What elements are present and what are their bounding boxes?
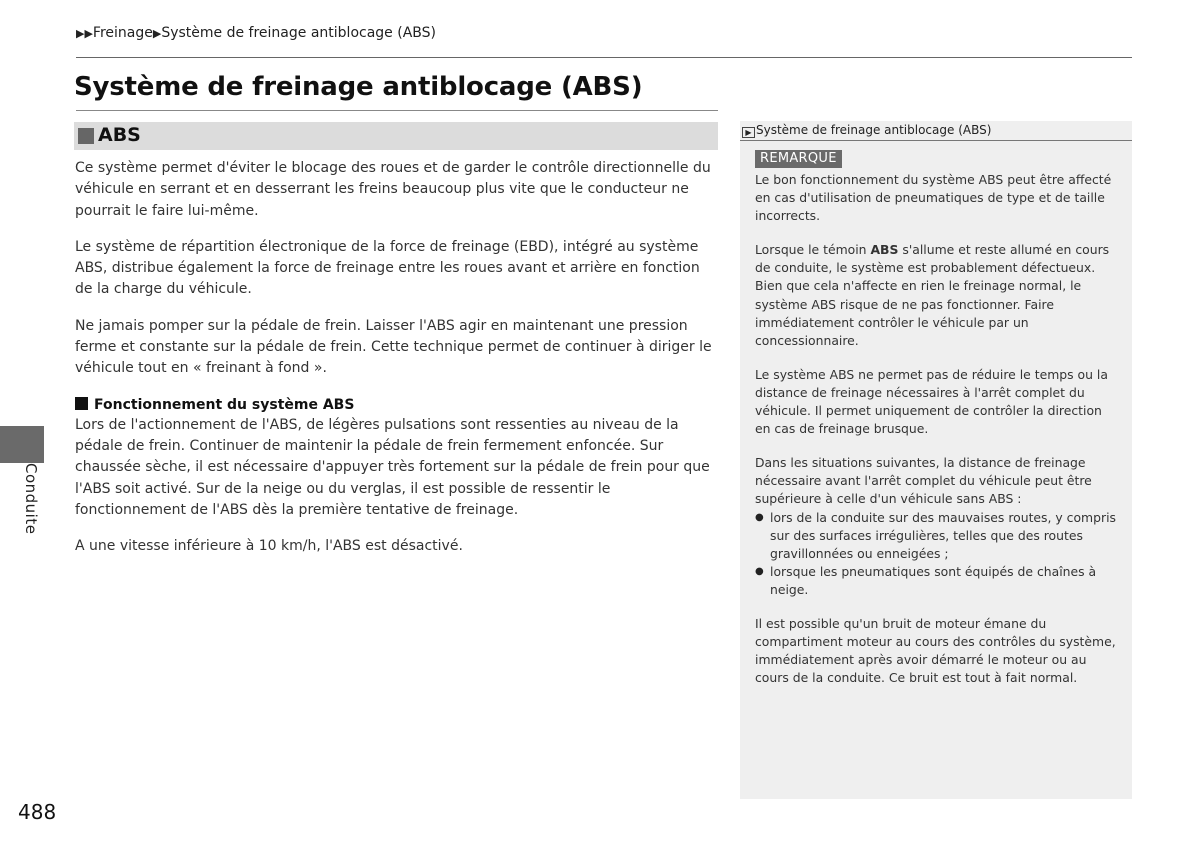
note-engine-noise: Il est possible qu'un bruit de moteur émane du compartiment moteur au cours des contrôles du système, immédiatement après avoir démarré le moteur ou au cours de la conduite. Ce bruit est tout à fait normal. [755,615,1116,686]
note-situations [755,454,1120,599]
sidebar-heading [740,121,1132,141]
reference-arrow-icon: ▶ [742,127,755,138]
bullet-list [755,509,1120,599]
sidebar-heading-text: Système de freinage antiblocage (ABS) [756,123,992,137]
remark-badge: REMARQUE [755,150,842,168]
note-situations-intro: Dans les situations suivantes, la distance de freinage nécessaire avant l'arrêt complet du véhicule peut être supérieure à celle d'un véhicule sans ABS : [755,455,1092,507]
paragraph-intro: Ce système permet d'éviter le blocage des roues et de garder le contrôle directionnelle du véhicule en serrant et en desserrant les freins beaucoup plus vite que le conducteur ne pourrait le faire lui-même. [75,160,711,219]
breadcrumb-item-abs[interactable]: Système de freinage antiblocage (ABS) [161,25,436,41]
chapter-tab-label: Conduite [22,463,40,535]
note-warning-light: Lorsque le témoin ABS s'allume et reste allumé en cours de conduite, le système est probablement défectueux. Bien que cela n'affecte en rien le freinage normal, le système ABS risque de ne pas fonctionner. Faire immédiatement contrôler le véhicule par un concessionnaire. [755,242,1110,348]
breadcrumb-arrow-icon: ▶▶ [76,27,93,40]
note-tires: Le bon fonctionnement du système ABS peut être affecté en cas d'utilisation de pneumatiques de type et de taille incorrects. [755,172,1112,224]
subheading-square-icon [75,397,88,410]
main-content [75,158,717,572]
breadcrumb-item-freinage[interactable]: Freinage [92,25,153,41]
breadcrumb-arrow-icon: ▶ [152,27,162,40]
breadcrumb [76,25,436,41]
note-stopping-distance: Le système ABS ne permet pas de réduire le temps ou la distance de freinage nécessaires à l'arrêt complet du véhicule. Il permet uniquement de contrôler la direction en cas de freinage brusque. [755,366,1108,437]
section-header [74,122,718,150]
page-title: Système de freinage antiblocage (ABS) [74,72,643,102]
list-item: ● lorsque les pneumatiques sont équipés de chaînes à neige. [755,563,1120,599]
page-number: 488 [18,800,57,824]
section-square-icon [78,128,94,144]
list-item: ● lors de la conduite sur des mauvaises routes, y compris sur des surfaces irrégulières, telles que des routes gravillonnées ou enneigées ; [755,509,1120,563]
paragraph-ebd: Le système de répartition électronique de la force de freinage (EBD), intégré au système ABS, distribue également la force de freinage entre les roues avant et arrière en fonction de la charge du véhicule. [75,238,700,298]
top-divider [76,57,1132,58]
abs-indicator-label: ABS [870,242,899,258]
sidebar-notes [740,121,1132,799]
paragraph-pedal: Ne jamais pomper sur la pédale de frein. Laisser l'ABS agir en maintenant une pression ferme et constante sur la pédale de frein. Cette technique permet de continuer à diriger le véhicule tout en « freinant à fond ». [75,317,712,377]
paragraph-operation: Lors de l'actionnement de l'ABS, de légères pulsations sont ressenties au niveau de la pédale de frein. Continuer de maintenir la pédale de frein fermement enfoncée. Sur chaussée sèche, il est nécessaire d'appuyer très fortement sur la pédale de frein pour que l'ABS soit activé. Sur de la neige ou du verglas, il est possible de ressentir le fonctionnement de l'ABS dès la première tentative de freinage. [75,416,710,518]
title-divider [76,110,718,111]
subheading-text: Fonctionnement du système ABS [94,396,355,413]
section-label: ABS [98,124,141,146]
chapter-tab-marker [0,426,44,463]
subheading [75,395,717,415]
sidebar-body [755,171,1120,703]
paragraph-speed: A une vitesse inférieure à 10 km/h, l'ABS est désactivé. [75,538,463,555]
